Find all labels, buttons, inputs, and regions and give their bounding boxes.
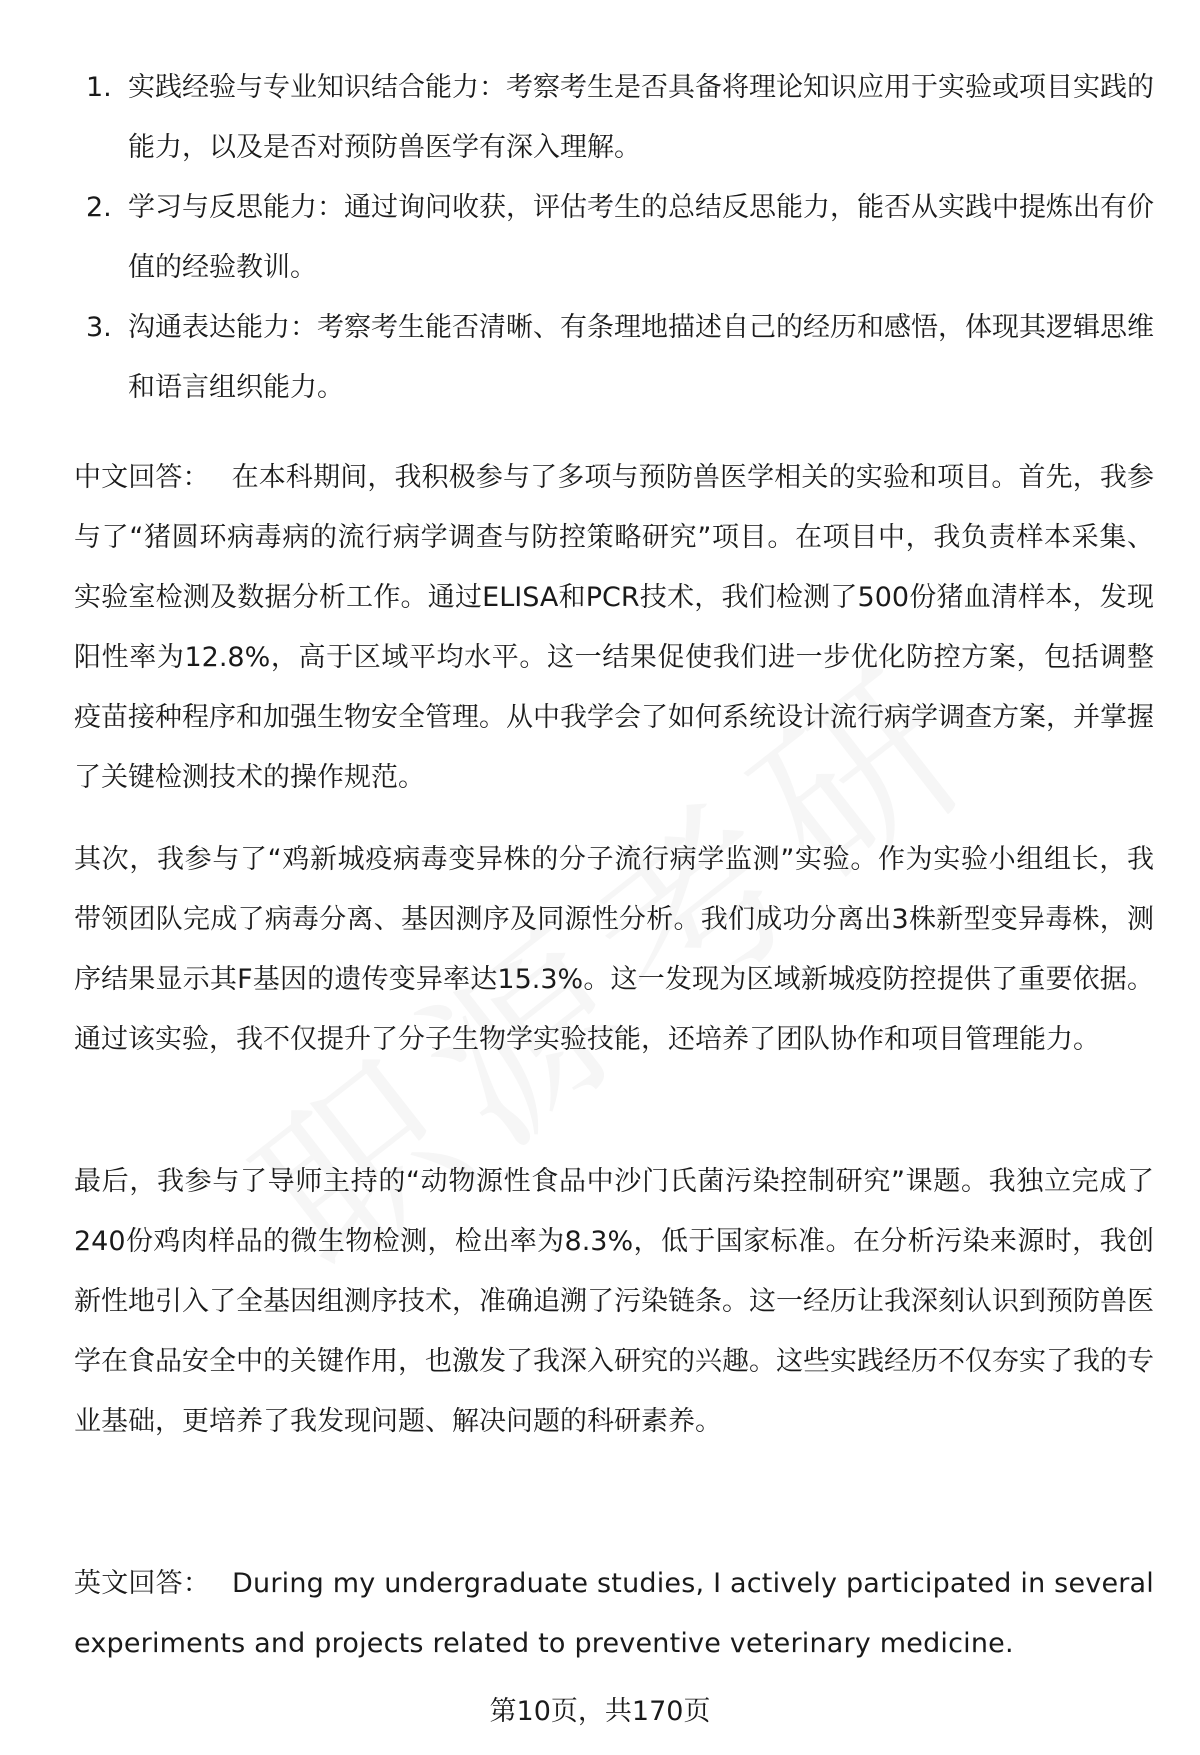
criteria-number: 1. [86,72,112,103]
english-answer-paragraph [74,1554,1154,1674]
paragraph-text: 在本科期间，我积极参与了多项与预防兽医学相关的实验和项目。首先，我参与了“猪圆环病毒病的流行病学调查与防控策略研究”项目。在项目中，我负责样本采集、实验室检测及数据分析工作。通过ELISA和PCR技术，我们检测了500份猪血清样本，发现阳性率为12.8%，高于区域平均水平。这一结果促使我们进一步优化防控方案，包括调整疫苗接种程序和加强生物安全管理。从中我学会了如何系统设计流行病学调查方案，并掌握了关键检测技术的操作规范。 [74,462,1155,793]
criteria-text: 实践经验与专业知识结合能力：考察考生是否具备将理论知识应用于实验或项目实践的能力，以及是否对预防兽医学有深入理解。 [128,72,1154,163]
criteria-number: 2. [86,192,112,223]
evaluation-criteria-list [74,58,1154,418]
chinese-answer-paragraph-2 [74,830,1154,1070]
paragraph-text: During my undergraduate studies, I actively participated in several experiments and projects related to preventive veterinary medicine. [74,1568,1155,1659]
chinese-answer-paragraph-1 [74,448,1154,808]
criteria-text: 学习与反思能力：通过询问收获，评估考生的总结反思能力，能否从实践中提炼出有价值的经验教训。 [128,192,1154,283]
criteria-text: 沟通表达能力：考察考生能否清晰、有条理地描述自己的经历和感悟，体现其逻辑思维和语言组织能力。 [128,312,1154,403]
chinese-answer-label: 中文回答： [74,462,210,493]
paragraph-text: 最后，我参与了导师主持的“动物源性食品中沙门氏菌污染控制研究”课题。我独立完成了240份鸡肉样品的微生物检测，检出率为8.3%，低于国家标准。在分析污染来源时，我创新性地引入了全基因组测序技术，准确追溯了污染链条。这一经历让我深刻认识到预防兽医学在食品安全中的关键作用，也激发了我深入研究的兴趣。这些实践经历不仅夯实了我的专业基础，更培养了我发现问题、解决问题的科研素养。 [74,1166,1154,1437]
criteria-number: 3. [86,312,112,343]
criteria-item [74,178,1154,298]
criteria-item [74,58,1154,178]
page-number: 第10页，共170页 [489,1696,711,1727]
criteria-item [74,298,1154,418]
paragraph-text: 其次，我参与了“鸡新城疫病毒变异株的分子流行病学监测”实验。作为实验小组组长，我带领团队完成了病毒分离、基因测序及同源性分析。我们成功分离出3株新型变异毒株，测序结果显示其F基因的遗传变异率达15.3%。这一发现为区域新城疫防控提供了重要依据。通过该实验，我不仅提升了分子生物学实验技能，还培养了团队协作和项目管理能力。 [74,844,1154,1055]
english-answer-label: 英文回答： [74,1568,211,1599]
chinese-answer-paragraph-3 [74,1152,1154,1452]
